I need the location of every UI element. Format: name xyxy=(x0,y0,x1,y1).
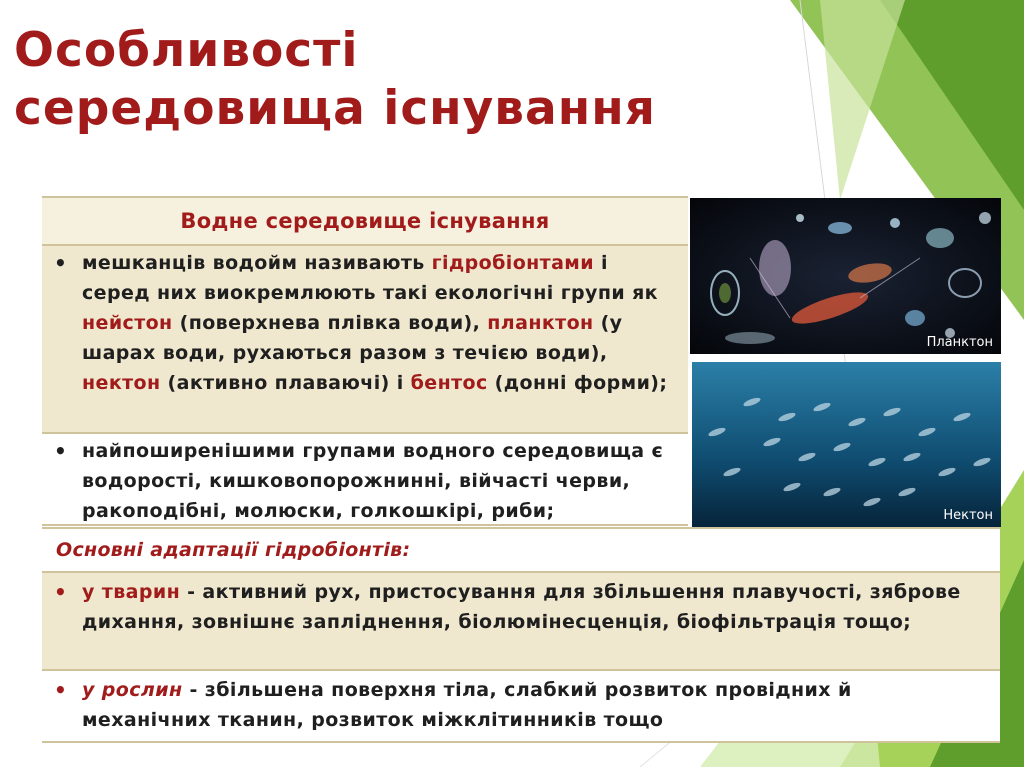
text-segment: мешканців водойм називають xyxy=(82,252,432,274)
term-nekton: нектон xyxy=(82,372,161,394)
bullet-icon: • xyxy=(54,580,68,604)
groups-text: найпоширенішими групами водного середовища є водорості, кишковопорожнинні, війчасті черви, ракоподібні, молюски, голкошкірі, риби; xyxy=(82,440,664,522)
bullet-icon: • xyxy=(54,678,68,702)
title-line-2: середовища існування xyxy=(14,81,656,136)
term-benthos: бентос xyxy=(410,372,488,394)
title-line-1: Особливості xyxy=(14,23,359,78)
text-segment: (поверхнева плівка води), xyxy=(172,312,488,334)
bullet-icon: • xyxy=(54,251,68,275)
term-hydrobionts: гідробіонтами xyxy=(431,252,594,274)
adaptations-header: Основні адаптації гідробіонтів: xyxy=(42,527,1000,573)
bullet-icon: • xyxy=(54,439,68,463)
nekton-photo xyxy=(692,362,1001,527)
plants-lead: у рослин xyxy=(82,679,183,701)
animals-lead: у тварин xyxy=(82,581,181,603)
aquatic-environment-header: Водне середовище існування xyxy=(42,196,688,246)
text-segment: і серед них виокремлюють такі екологічні групи як xyxy=(82,252,658,304)
list-item-plants xyxy=(42,671,1000,743)
text-segment: (донні форми); xyxy=(487,372,668,394)
text-segment: (активно плаваючі) і xyxy=(160,372,411,394)
plankton-photo xyxy=(690,198,1001,354)
text-segment: (у шарах води, рухаються разом з течією води), xyxy=(82,312,623,364)
term-plankton: планктон xyxy=(487,312,594,334)
term-neuston: нейстон xyxy=(82,312,173,334)
page-title xyxy=(14,22,656,138)
plankton-caption: Планктон xyxy=(926,335,993,350)
nekton-caption: Нектон xyxy=(943,508,993,523)
list-item-hydrobionts xyxy=(42,246,688,434)
animals-text: - активний рух, пристосування для збільшення плавучості, зяброве дихання, зовнішнє запліднення, біолюмінесценція, біофільтрація тощо; xyxy=(82,581,961,633)
list-item-animals xyxy=(42,573,1000,671)
adaptations-table xyxy=(42,527,1000,743)
list-item-groups xyxy=(42,434,688,526)
plants-text: - збільшена поверхня тіла, слабкий розвиток провідних й механічних тканин, розвиток міжклітинників тощо xyxy=(82,679,852,731)
aquatic-environment-table xyxy=(42,196,688,526)
